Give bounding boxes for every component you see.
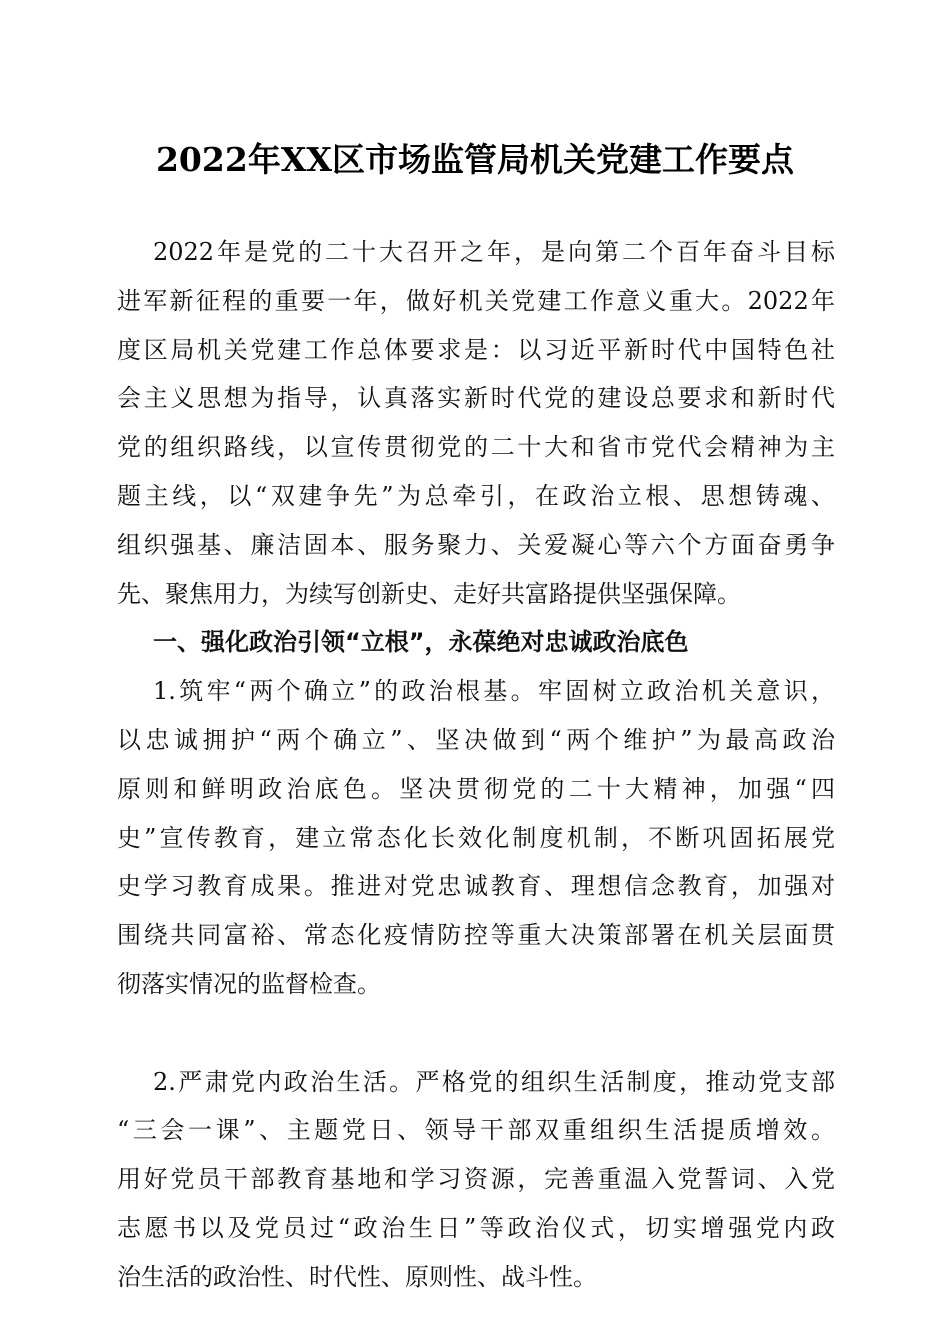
item1-line: 以忠诚拥护“两个确立”、坚决做到“两个维护”为最高政治 <box>117 725 835 754</box>
intro-line: 会主义思想为指导，认真落实新时代党的建设总要求和新时代 <box>117 384 835 413</box>
item1-line: 原则和鲜明政治底色。坚决贯彻党的二十大精神，加强“四 <box>117 774 835 803</box>
intro-line: 度区局机关党建工作总体要求是：以习近平新时代中国特色社 <box>117 335 835 364</box>
intro-line: 组织强基、廉洁固本、服务聚力、关爱凝心等六个方面奋勇争 <box>117 530 835 559</box>
intro-line: 进军新征程的重要一年，做好机关党建工作意义重大。2022年 <box>117 286 835 315</box>
section-heading: 一、强化政治引领“立根”，永葆绝对忠诚政治底色 <box>153 628 689 657</box>
item2-line: 志愿书以及党员过“政治生日”等政治仪式，切实增强党内政 <box>117 1213 835 1242</box>
item1-line: 史学习教育成果。推进对党忠诚教育、理想信念教育，加强对 <box>117 872 835 901</box>
item2-line: 2.严肃党内政治生活。严格党的组织生活制度，推动党支部 <box>153 1067 835 1096</box>
item2-line: 治生活的政治性、时代性、原则性、战斗性。 <box>117 1262 597 1291</box>
document-title: 2022年XX区市场监管局机关党建工作要点 <box>155 140 795 179</box>
item1-line: 围绕共同富裕、常态化疫情防控等重大决策部署在机关层面贯 <box>117 921 835 950</box>
item1-line: 史”宣传教育，建立常态化长效化制度机制，不断巩固拓展党 <box>117 823 835 852</box>
item2-line: 用好党员干部教育基地和学习资源，完善重温入党誓词、入党 <box>117 1165 835 1194</box>
paragraph-gap <box>117 1009 835 1058</box>
item1-line: 彻落实情况的监督检查。 <box>117 969 381 998</box>
document-body <box>117 228 835 1302</box>
intro-line: 2022年是党的二十大召开之年，是向第二个百年奋斗目标 <box>153 238 835 266</box>
intro-line: 党的组织路线，以宣传贯彻党的二十大和省市党代会精神为主 <box>117 433 835 462</box>
intro-line: 先、聚焦用力，为续写创新史、走好共富路提供坚强保障。 <box>117 579 741 608</box>
item2-line: “三会一课”、主题党日、领导干部双重组织生活提质增效。 <box>117 1116 835 1145</box>
item1-line: 1.筑牢“两个确立”的政治根基。牢固树立政治机关意识， <box>153 677 835 706</box>
intro-line: 题主线，以“双建争先”为总牵引，在政治立根、思想铸魂、 <box>117 481 835 510</box>
